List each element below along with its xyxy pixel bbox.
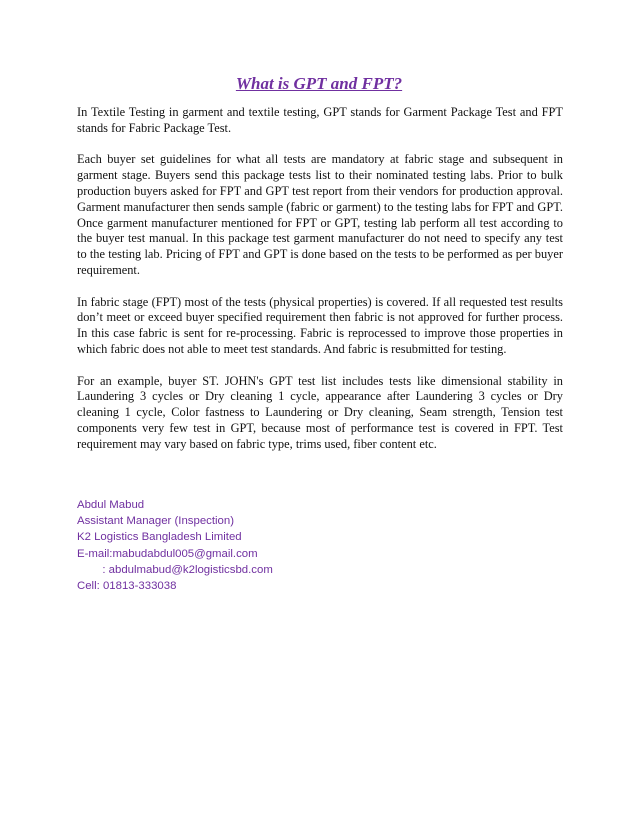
paragraph-example: For an example, buyer ST. JOHN's GPT test list includes tests like dimensional stability in Laundering 3 cycles or Dry cleaning 1 cycle, appearance after Laundering 3 cycles or Dry cleaning 1 cycle, Color fastness to Laundering or Dry cleaning, Seam strength, Tension test components very few test in GPT, because most of performance test is covered in FPT. Test requirement may vary based on fabric type, trims used, fiber content etc. [77, 373, 563, 451]
paragraph-fabric-stage: In fabric stage (FPT) most of the tests (physical properties) is covered. If all requested test results don’t meet or exceed buyer specified requirement then fabric is not approved for further process. In this case fabric is sent for re-processing. Fabric is reprocessed to improve those properties in which fabric does not able to meet test standards. And fabric is resubmitted for testing. [77, 294, 563, 356]
paragraph-buyer-guidelines: Each buyer set guidelines for what all tests are mandatory at fabric stage and subsequent in garment stage. Buyers send this package tests list to their nominated testing labs. Prior to bulk production buyers asked for FPT and GPT test report from their vendors for production approval. Garment manufacturer then sends sample (fabric or garment) to the testing labs for FPT and GPT. Once garment manufacturer mentioned for FPT or GPT, testing lab perform all test according to the buyer test manual. In this package test garment manufacturer do not need to specify any test to the testing lab. Pricing of FPT and GPT is done based on the tests to be performed as per buyer requirement. [77, 152, 563, 277]
signature-phone: Cell: 01813-333038 [77, 580, 177, 593]
signature-name: Abdul Mabud [77, 499, 145, 511]
document-title: What is GPT and FPT? [235, 74, 403, 93]
signature-email-secondary: : abdulmabud@k2logisticsbd.com [77, 563, 273, 576]
document-body [77, 105, 563, 468]
signature-block [77, 497, 377, 594]
signature-position: Assistant Manager (Inspection) [77, 515, 235, 528]
paragraph-definition: In Textile Testing in garment and textile testing, GPT stands for Garment Package Test and FPT stands for Fabric Package Test. [77, 105, 563, 135]
signature-email-primary: E-mail:mabudabdul005@gmail.com [77, 547, 258, 560]
signature-company: K2 Logistics Bangladesh Limited [77, 531, 242, 544]
